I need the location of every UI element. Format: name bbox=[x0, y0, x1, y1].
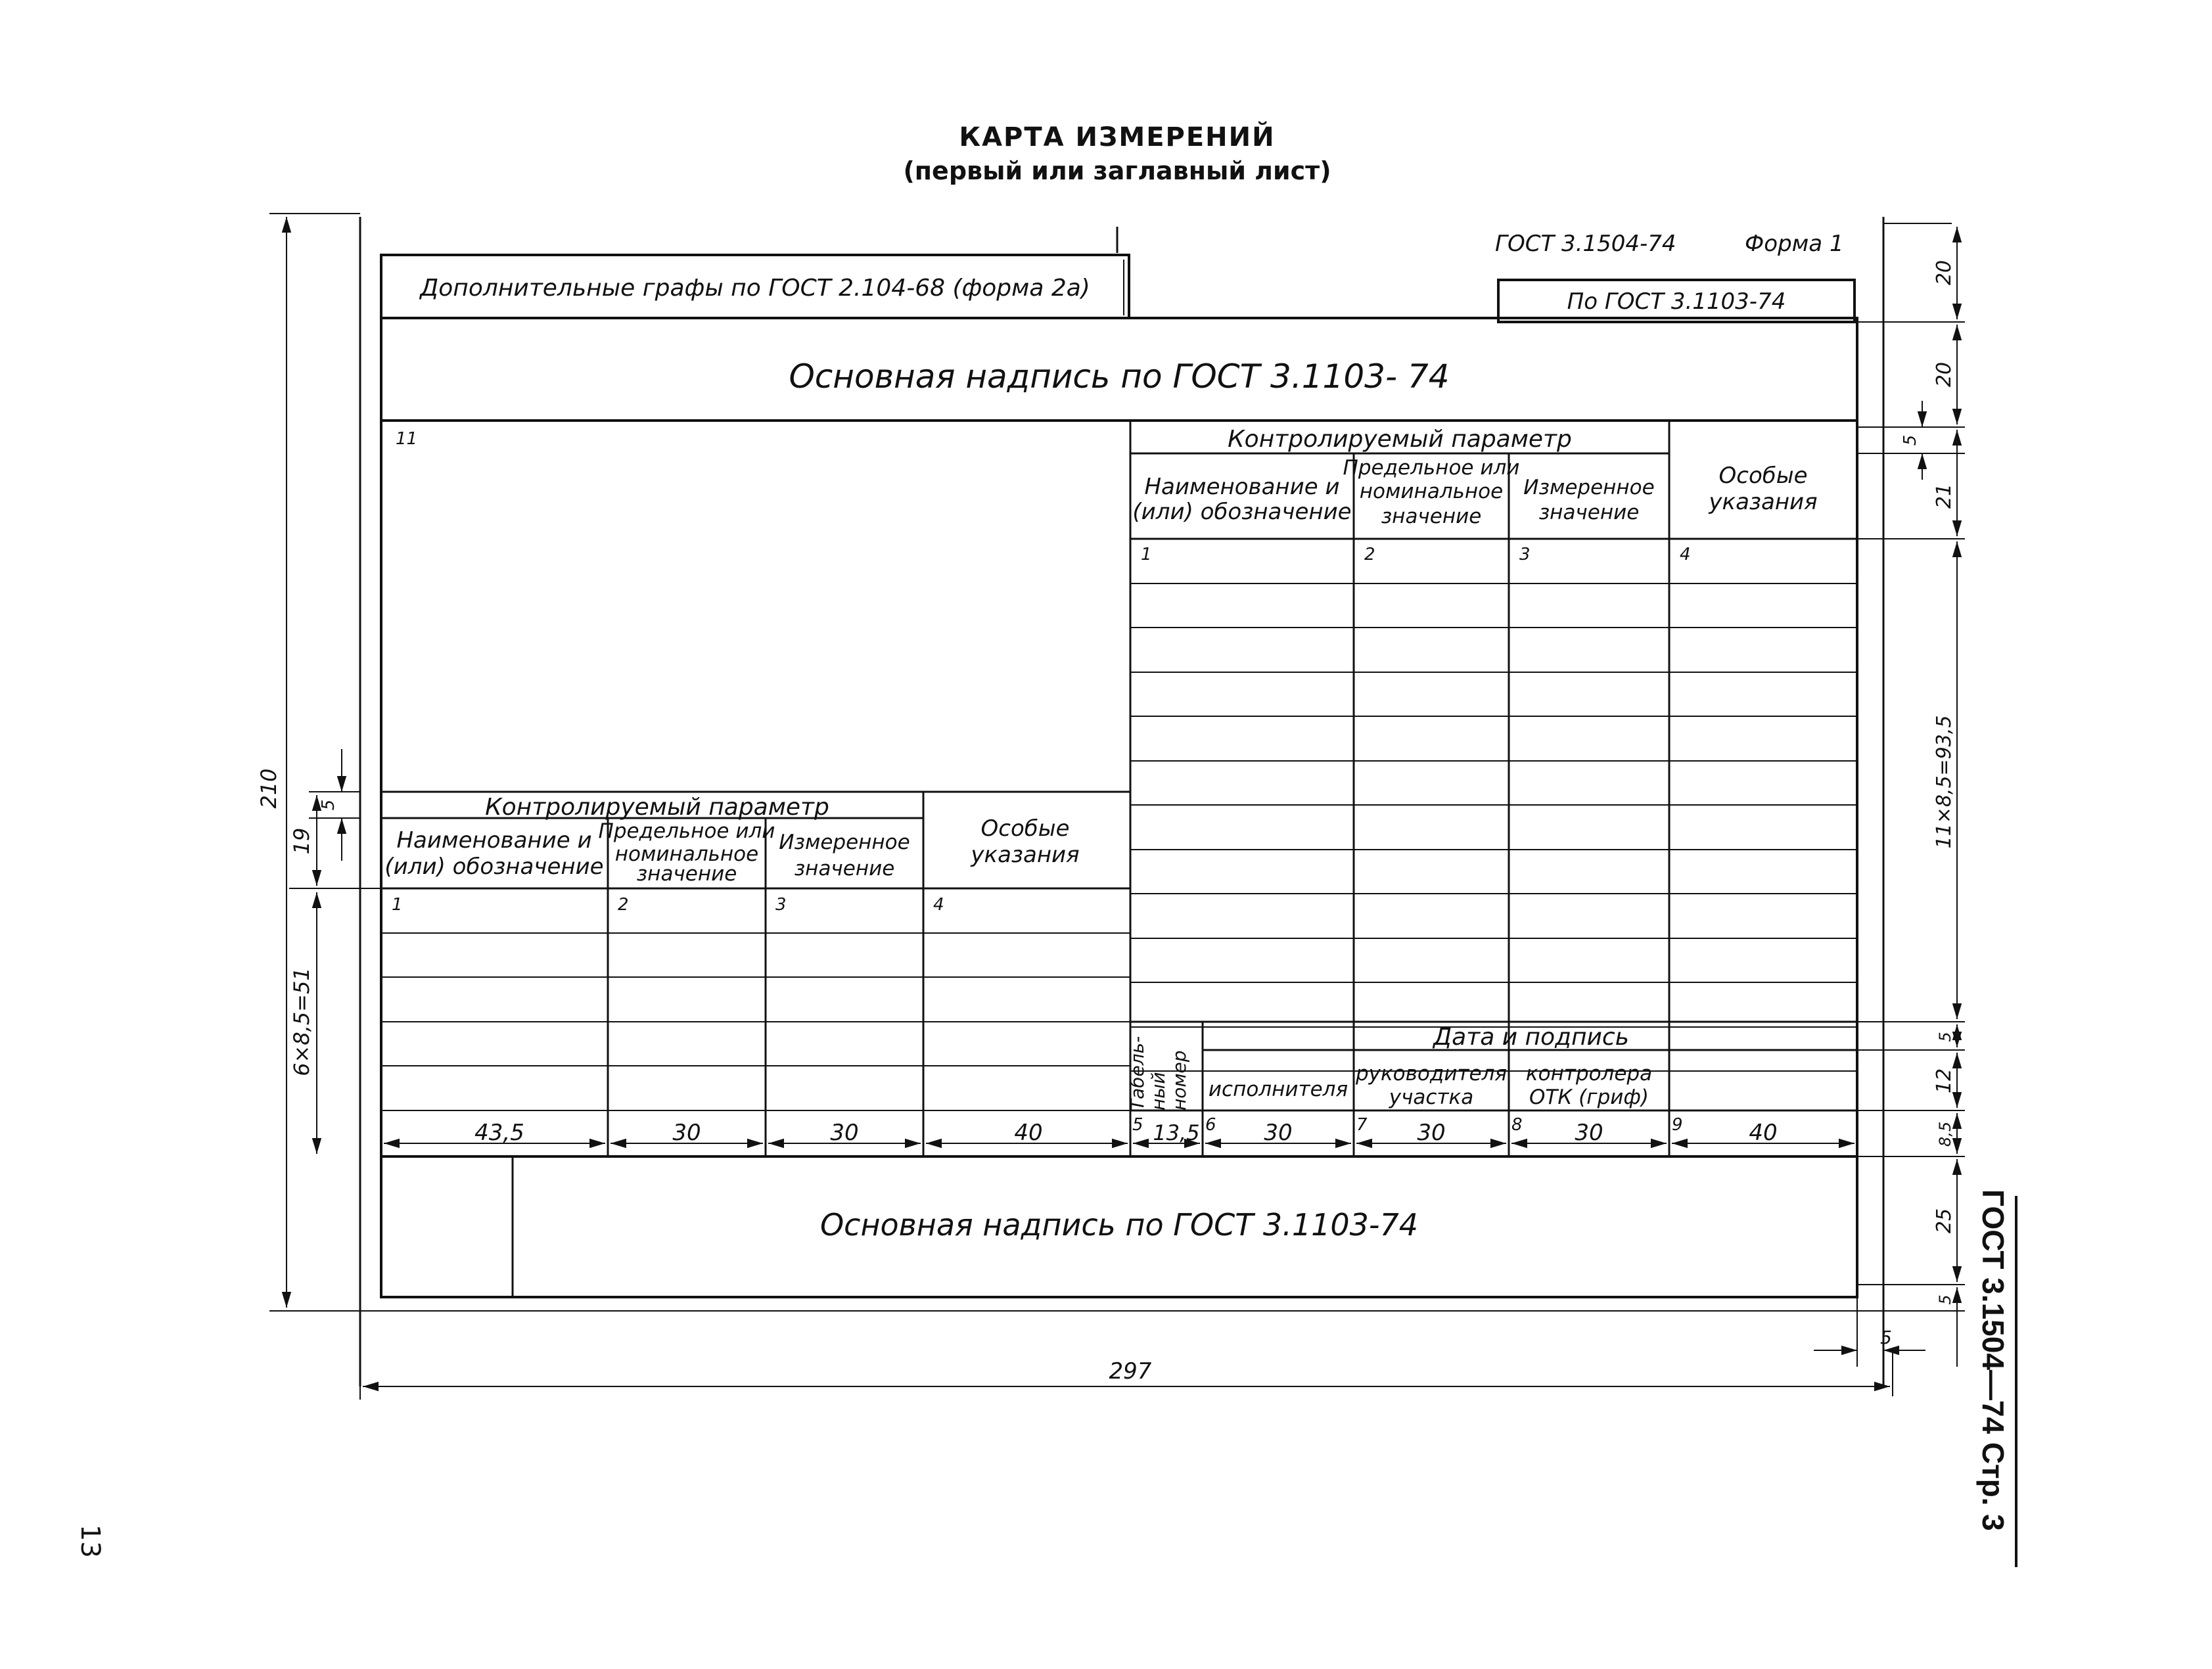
height-total-label: 210 bbox=[256, 768, 281, 809]
left-group-header: Контролируемый параметр bbox=[485, 794, 829, 821]
right-25-label: 25 bbox=[1933, 1208, 1956, 1234]
left-col1-line1: Наименование и bbox=[396, 827, 592, 854]
right-5c-label: 5 bbox=[1936, 1294, 1954, 1305]
left-col2-line2: номинальное bbox=[614, 842, 759, 866]
right-col2-line3: значение bbox=[1381, 505, 1482, 528]
right-num-4: 4 bbox=[1680, 545, 1691, 564]
left-width-3: 30 bbox=[830, 1120, 859, 1146]
sig-width-9: 40 bbox=[1749, 1120, 1778, 1146]
sig-num-7: 7 bbox=[1356, 1115, 1368, 1135]
right-col1-line1: Наименование и bbox=[1144, 474, 1340, 500]
date-sign-header: Дата и подпись bbox=[1433, 1024, 1629, 1051]
left-col3-line2: значение bbox=[794, 857, 895, 880]
tab-number-line1: Табель- bbox=[1126, 1036, 1148, 1110]
sig-num-9: 9 bbox=[1672, 1115, 1683, 1135]
left-num-4: 4 bbox=[933, 895, 944, 915]
left-19-label: 19 bbox=[289, 827, 314, 855]
right-col2-line2: номинальное bbox=[1359, 480, 1504, 503]
bottom-5-label: 5 bbox=[1880, 1327, 1892, 1348]
right-col3-line2: значение bbox=[1538, 501, 1640, 524]
right-col2-line1: Предельное или bbox=[1343, 456, 1520, 480]
page-number: 13 bbox=[75, 1524, 105, 1558]
sig-width-6: 30 bbox=[1264, 1120, 1293, 1146]
document-title: КАРТА ИЗМЕРЕНИЙ bbox=[959, 122, 1276, 152]
right-col3-line1: Измеренное bbox=[1523, 476, 1655, 499]
po-gost-label: По ГОСТ 3.1103-74 bbox=[1567, 288, 1786, 315]
width-total-label: 297 bbox=[1109, 1358, 1152, 1384]
right-col4-line2: указания bbox=[1709, 489, 1818, 515]
sig-num-6: 6 bbox=[1205, 1115, 1216, 1135]
rukovoditel-line2: участка bbox=[1389, 1086, 1474, 1109]
sig-width-7: 30 bbox=[1417, 1120, 1446, 1146]
main-inscription-top: Основная надпись по ГОСТ 3.1103- 74 bbox=[789, 357, 1450, 396]
extra-columns-label: Дополнительные графы по ГОСТ 2.104-68 (форма 2а) bbox=[420, 275, 1090, 302]
right-col1-line2: (или) обозначение bbox=[1132, 499, 1352, 525]
right-col4-line1: Особые bbox=[1718, 463, 1808, 489]
sig-width-5: 13,5 bbox=[1153, 1120, 1200, 1145]
left-col2-line1: Предельное или bbox=[598, 819, 775, 843]
sig-num-5: 5 bbox=[1132, 1115, 1143, 1135]
right-5a-label: 5 bbox=[1901, 434, 1920, 446]
left-width-2: 30 bbox=[672, 1120, 701, 1146]
tab-number-line3: номер bbox=[1168, 1050, 1190, 1110]
tab-number-line2: ный bbox=[1147, 1072, 1169, 1110]
left-col3-line1: Измеренное bbox=[779, 831, 910, 854]
side-gost-label: ГОСТ 3.1504—74 Стр. 3 bbox=[1976, 1189, 2010, 1531]
left-width-4: 40 bbox=[1014, 1120, 1043, 1146]
left-5-label: 5 bbox=[319, 799, 338, 811]
right-5b-label: 5 bbox=[1936, 1032, 1954, 1042]
right-num-3: 3 bbox=[1519, 545, 1531, 564]
main-inscription-bottom: Основная надпись по ГОСТ 3.1103-74 bbox=[819, 1207, 1419, 1243]
right-group-header: Контролируемый параметр bbox=[1228, 426, 1572, 453]
left-num-1: 1 bbox=[392, 895, 403, 915]
left-width-1: 43,5 bbox=[474, 1120, 524, 1146]
rukovoditel-line1: руководителя bbox=[1355, 1062, 1508, 1086]
right-rows-label: 11×8,5=93,5 bbox=[1933, 715, 1956, 849]
right-20a-label: 20 bbox=[1933, 260, 1956, 286]
kontroler-line2: ОТК (гриф) bbox=[1529, 1086, 1649, 1109]
field-11-number: 11 bbox=[396, 429, 418, 449]
left-col4-line2: указания bbox=[971, 842, 1080, 868]
gost-number: ГОСТ 3.1504-74 bbox=[1495, 231, 1676, 257]
ispolnitel-label: исполнителя bbox=[1208, 1078, 1348, 1101]
left-num-3: 3 bbox=[775, 895, 787, 915]
right-85-label: 8,5 bbox=[1936, 1121, 1954, 1147]
right-12-label: 12 bbox=[1933, 1068, 1956, 1094]
left-col2-line3: значение bbox=[636, 862, 737, 886]
left-col1-line2: (или) обозначение bbox=[384, 854, 604, 880]
left-rows-label: 6×8,5=51 bbox=[289, 967, 314, 1076]
kontroler-line1: контролера bbox=[1525, 1062, 1653, 1086]
sig-width-8: 30 bbox=[1575, 1120, 1603, 1146]
right-21-label: 21 bbox=[1933, 483, 1956, 509]
right-num-2: 2 bbox=[1364, 545, 1375, 564]
left-col4-line1: Особые bbox=[980, 815, 1070, 842]
right-20b-label: 20 bbox=[1933, 361, 1956, 388]
document-subtitle: (первый или заглавный лист) bbox=[903, 156, 1331, 185]
sig-num-8: 8 bbox=[1511, 1115, 1523, 1135]
right-num-1: 1 bbox=[1141, 545, 1152, 564]
forma-label: Форма 1 bbox=[1745, 231, 1844, 257]
left-num-2: 2 bbox=[618, 895, 629, 915]
